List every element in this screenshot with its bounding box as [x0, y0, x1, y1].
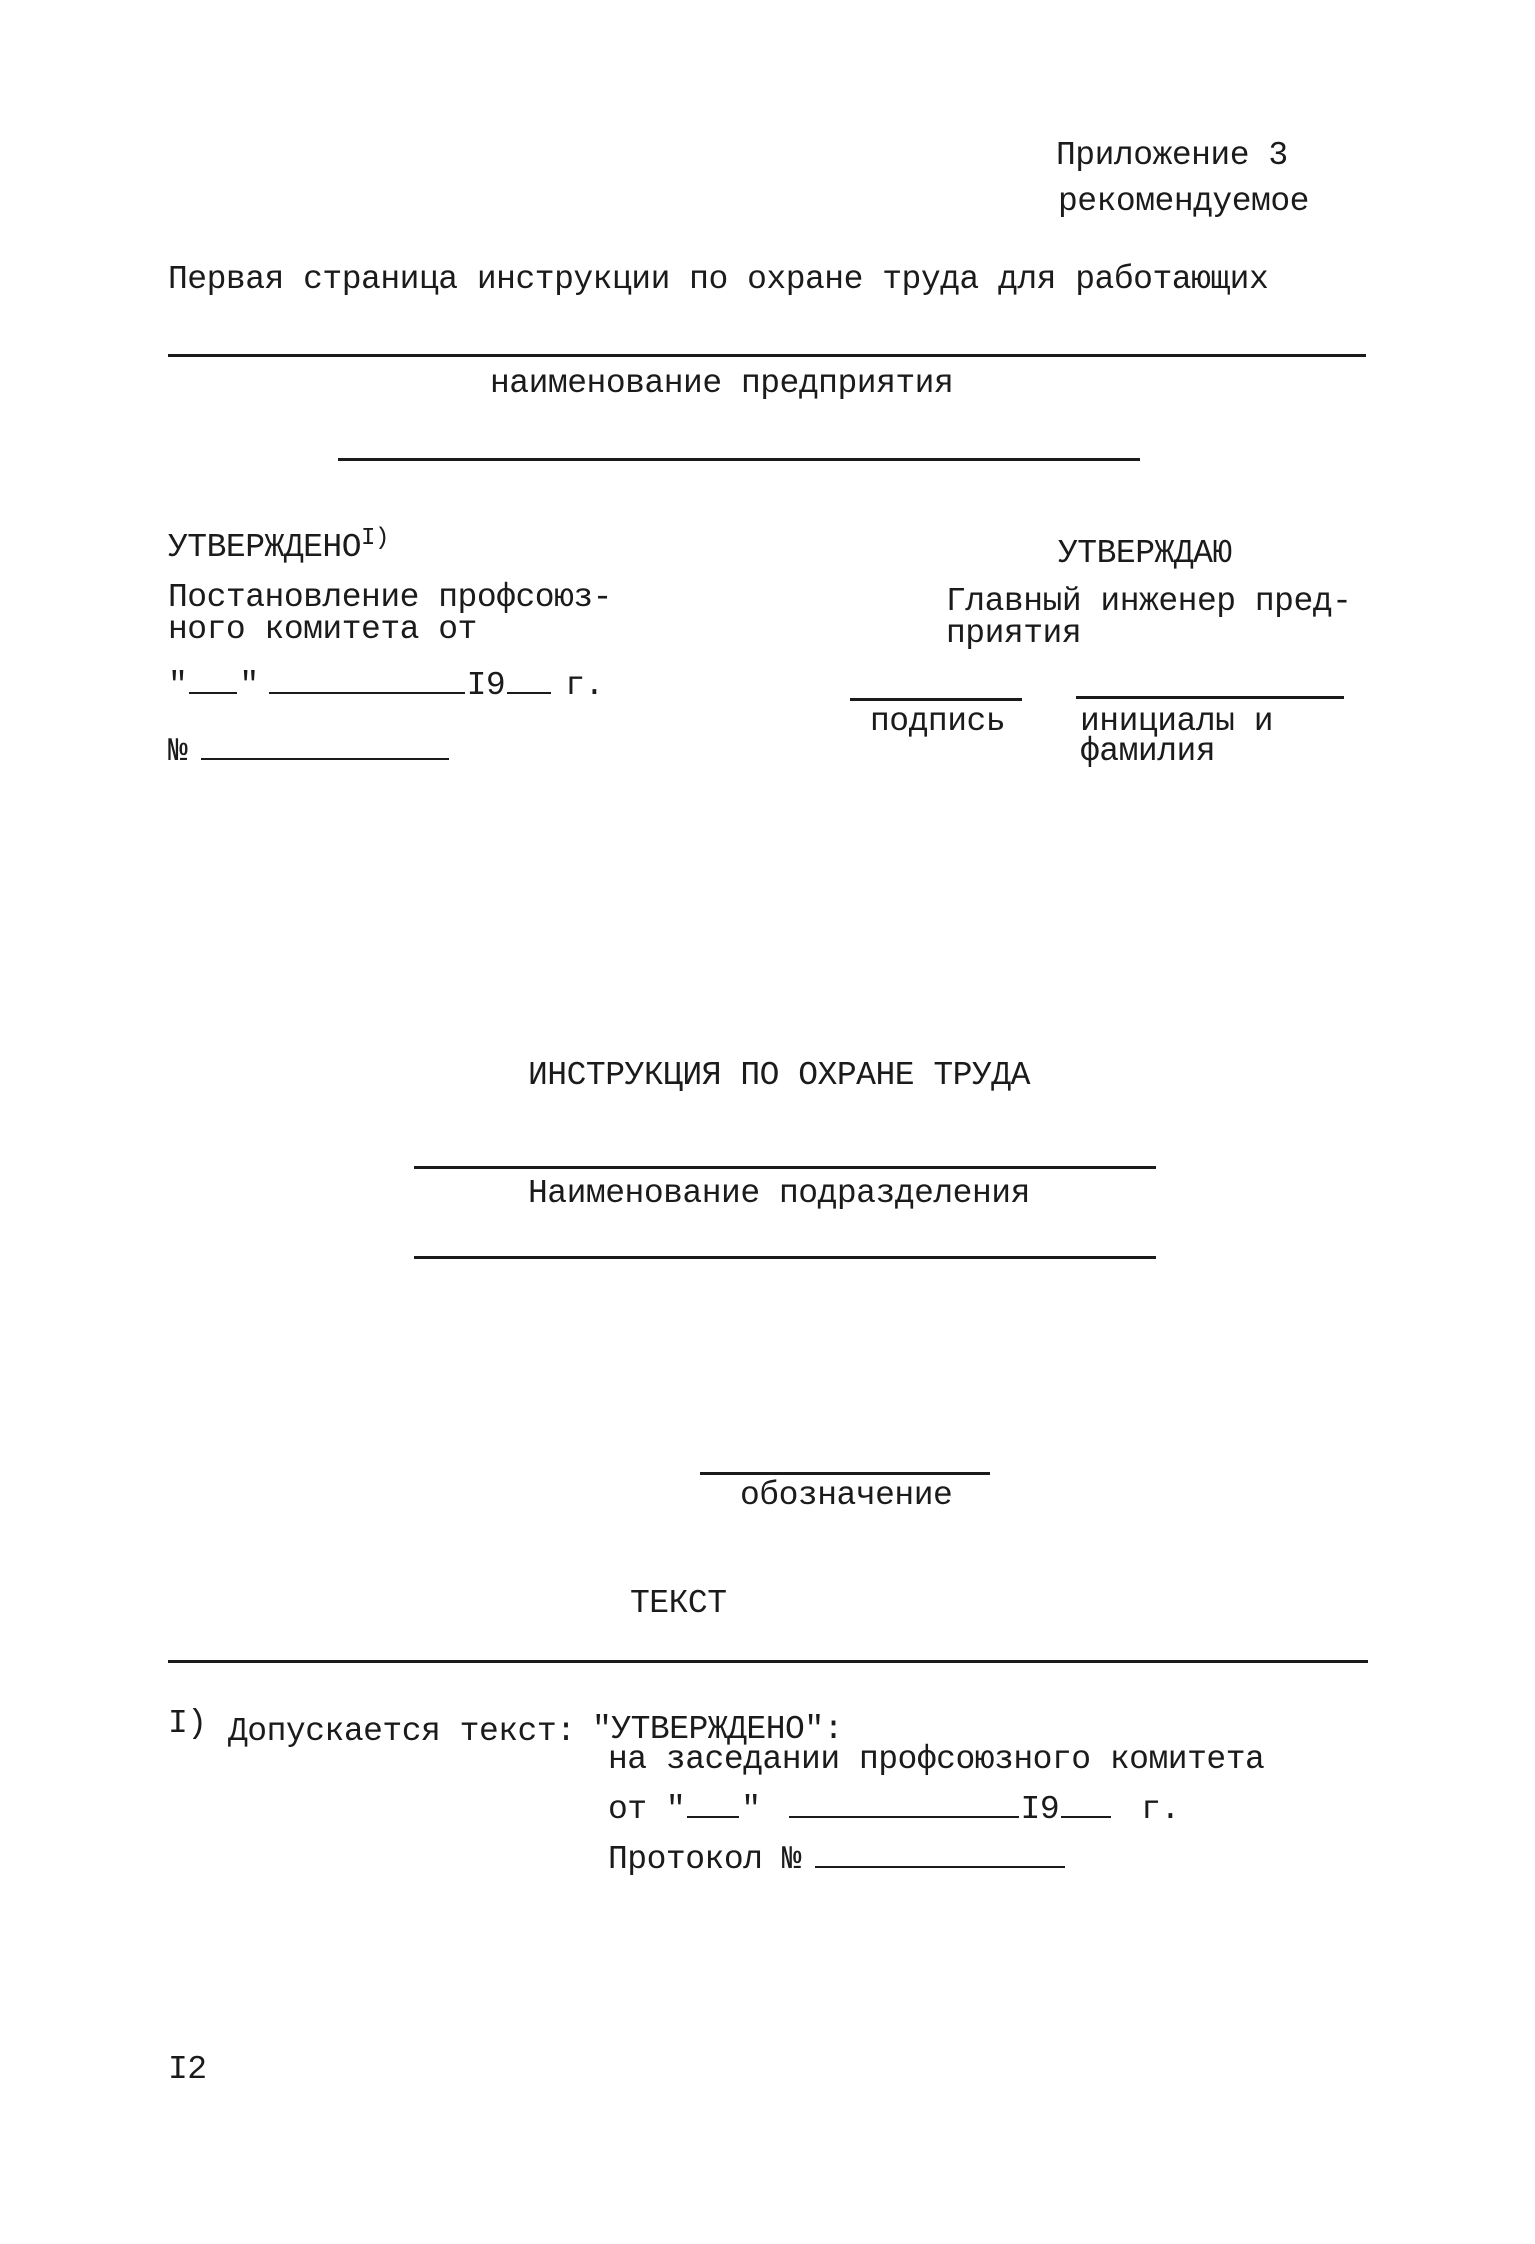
appendix-label: Приложение 3 [1056, 137, 1288, 174]
approved-left-title [168, 525, 389, 569]
footnote-approved: "УТВЕРЖДЕНО": [592, 1711, 843, 1748]
instruction-title: ИНСТРУКЦИЯ ПО ОХРАНЕ ТРУДА [528, 1057, 1030, 1094]
footnote-intro: Допускается текст: [228, 1713, 576, 1750]
enterprise-name-caption: наименование предприятия [490, 365, 954, 402]
designation-line [700, 1472, 990, 1475]
designation-caption: обозначение [740, 1477, 953, 1514]
approved-left-line-1: Постановление профсоюз- [168, 579, 612, 616]
signature-line [850, 698, 1022, 701]
enterprise-name-line-2 [338, 458, 1140, 461]
date-month-blank [269, 666, 465, 694]
approved-left-title-text: УТВЕРЖДЕНО [168, 529, 362, 566]
number-blank [201, 732, 449, 760]
footnote-year-suffix: г. [1141, 1791, 1180, 1828]
number-sign: № [168, 733, 188, 770]
page-number: I2 [168, 2051, 207, 2088]
approve-right-line-2: приятия [946, 615, 1082, 652]
footnote-date-month-blank [789, 1790, 1019, 1818]
enterprise-name-line [168, 354, 1366, 357]
footnote-date-open-quote: " [665, 1791, 686, 1828]
footnote-date-day-blank [687, 1790, 739, 1818]
approved-left-line-2: ного комитета от [168, 611, 477, 648]
subdivision-name-line-2 [414, 1256, 1156, 1259]
footnote-mark: I) [168, 1705, 207, 1742]
footnote-protocol [608, 1840, 1067, 1878]
footnote-date-prefix: от [608, 1791, 647, 1828]
approved-left-number [168, 732, 451, 770]
text-label: ТЕКСТ [630, 1585, 727, 1622]
footnote-separator [168, 1660, 1368, 1663]
name-caption-2: фамилия [1080, 733, 1216, 770]
year-suffix: г. [565, 667, 604, 704]
subdivision-name-caption: Наименование подразделения [528, 1175, 1030, 1212]
approve-right-title: УТВЕРЖДАЮ [1058, 535, 1232, 572]
page-heading: Первая страница инструкции по охране труда для работающих [168, 261, 1269, 298]
footnote-year-prefix: I9 [1020, 1791, 1060, 1828]
approved-left-date [168, 666, 604, 704]
footnote-line-1: на заседании профсоюзного комитета [608, 1741, 1265, 1778]
footnote-protocol-label: Протокол № [608, 1841, 802, 1878]
footnote-date-close-quote: " [741, 1791, 761, 1828]
name-line [1076, 696, 1344, 699]
year-prefix: I9 [466, 667, 506, 704]
date-close-quote: " [239, 667, 259, 704]
signature-caption: подпись [870, 703, 1006, 740]
name-caption-1: инициалы и [1080, 703, 1274, 740]
date-day-blank [189, 666, 237, 694]
footnote-year-blank [1061, 1790, 1111, 1818]
approve-right-line-1: Главный инженер пред- [946, 583, 1352, 620]
footnote-protocol-blank [815, 1840, 1065, 1868]
date-open-quote: " [168, 667, 188, 704]
footnote-reference: I) [361, 525, 389, 552]
footnote-date [608, 1790, 1180, 1828]
appendix-status: рекомендуемое [1058, 183, 1309, 220]
year-blank [507, 666, 551, 694]
subdivision-name-line [414, 1166, 1156, 1169]
